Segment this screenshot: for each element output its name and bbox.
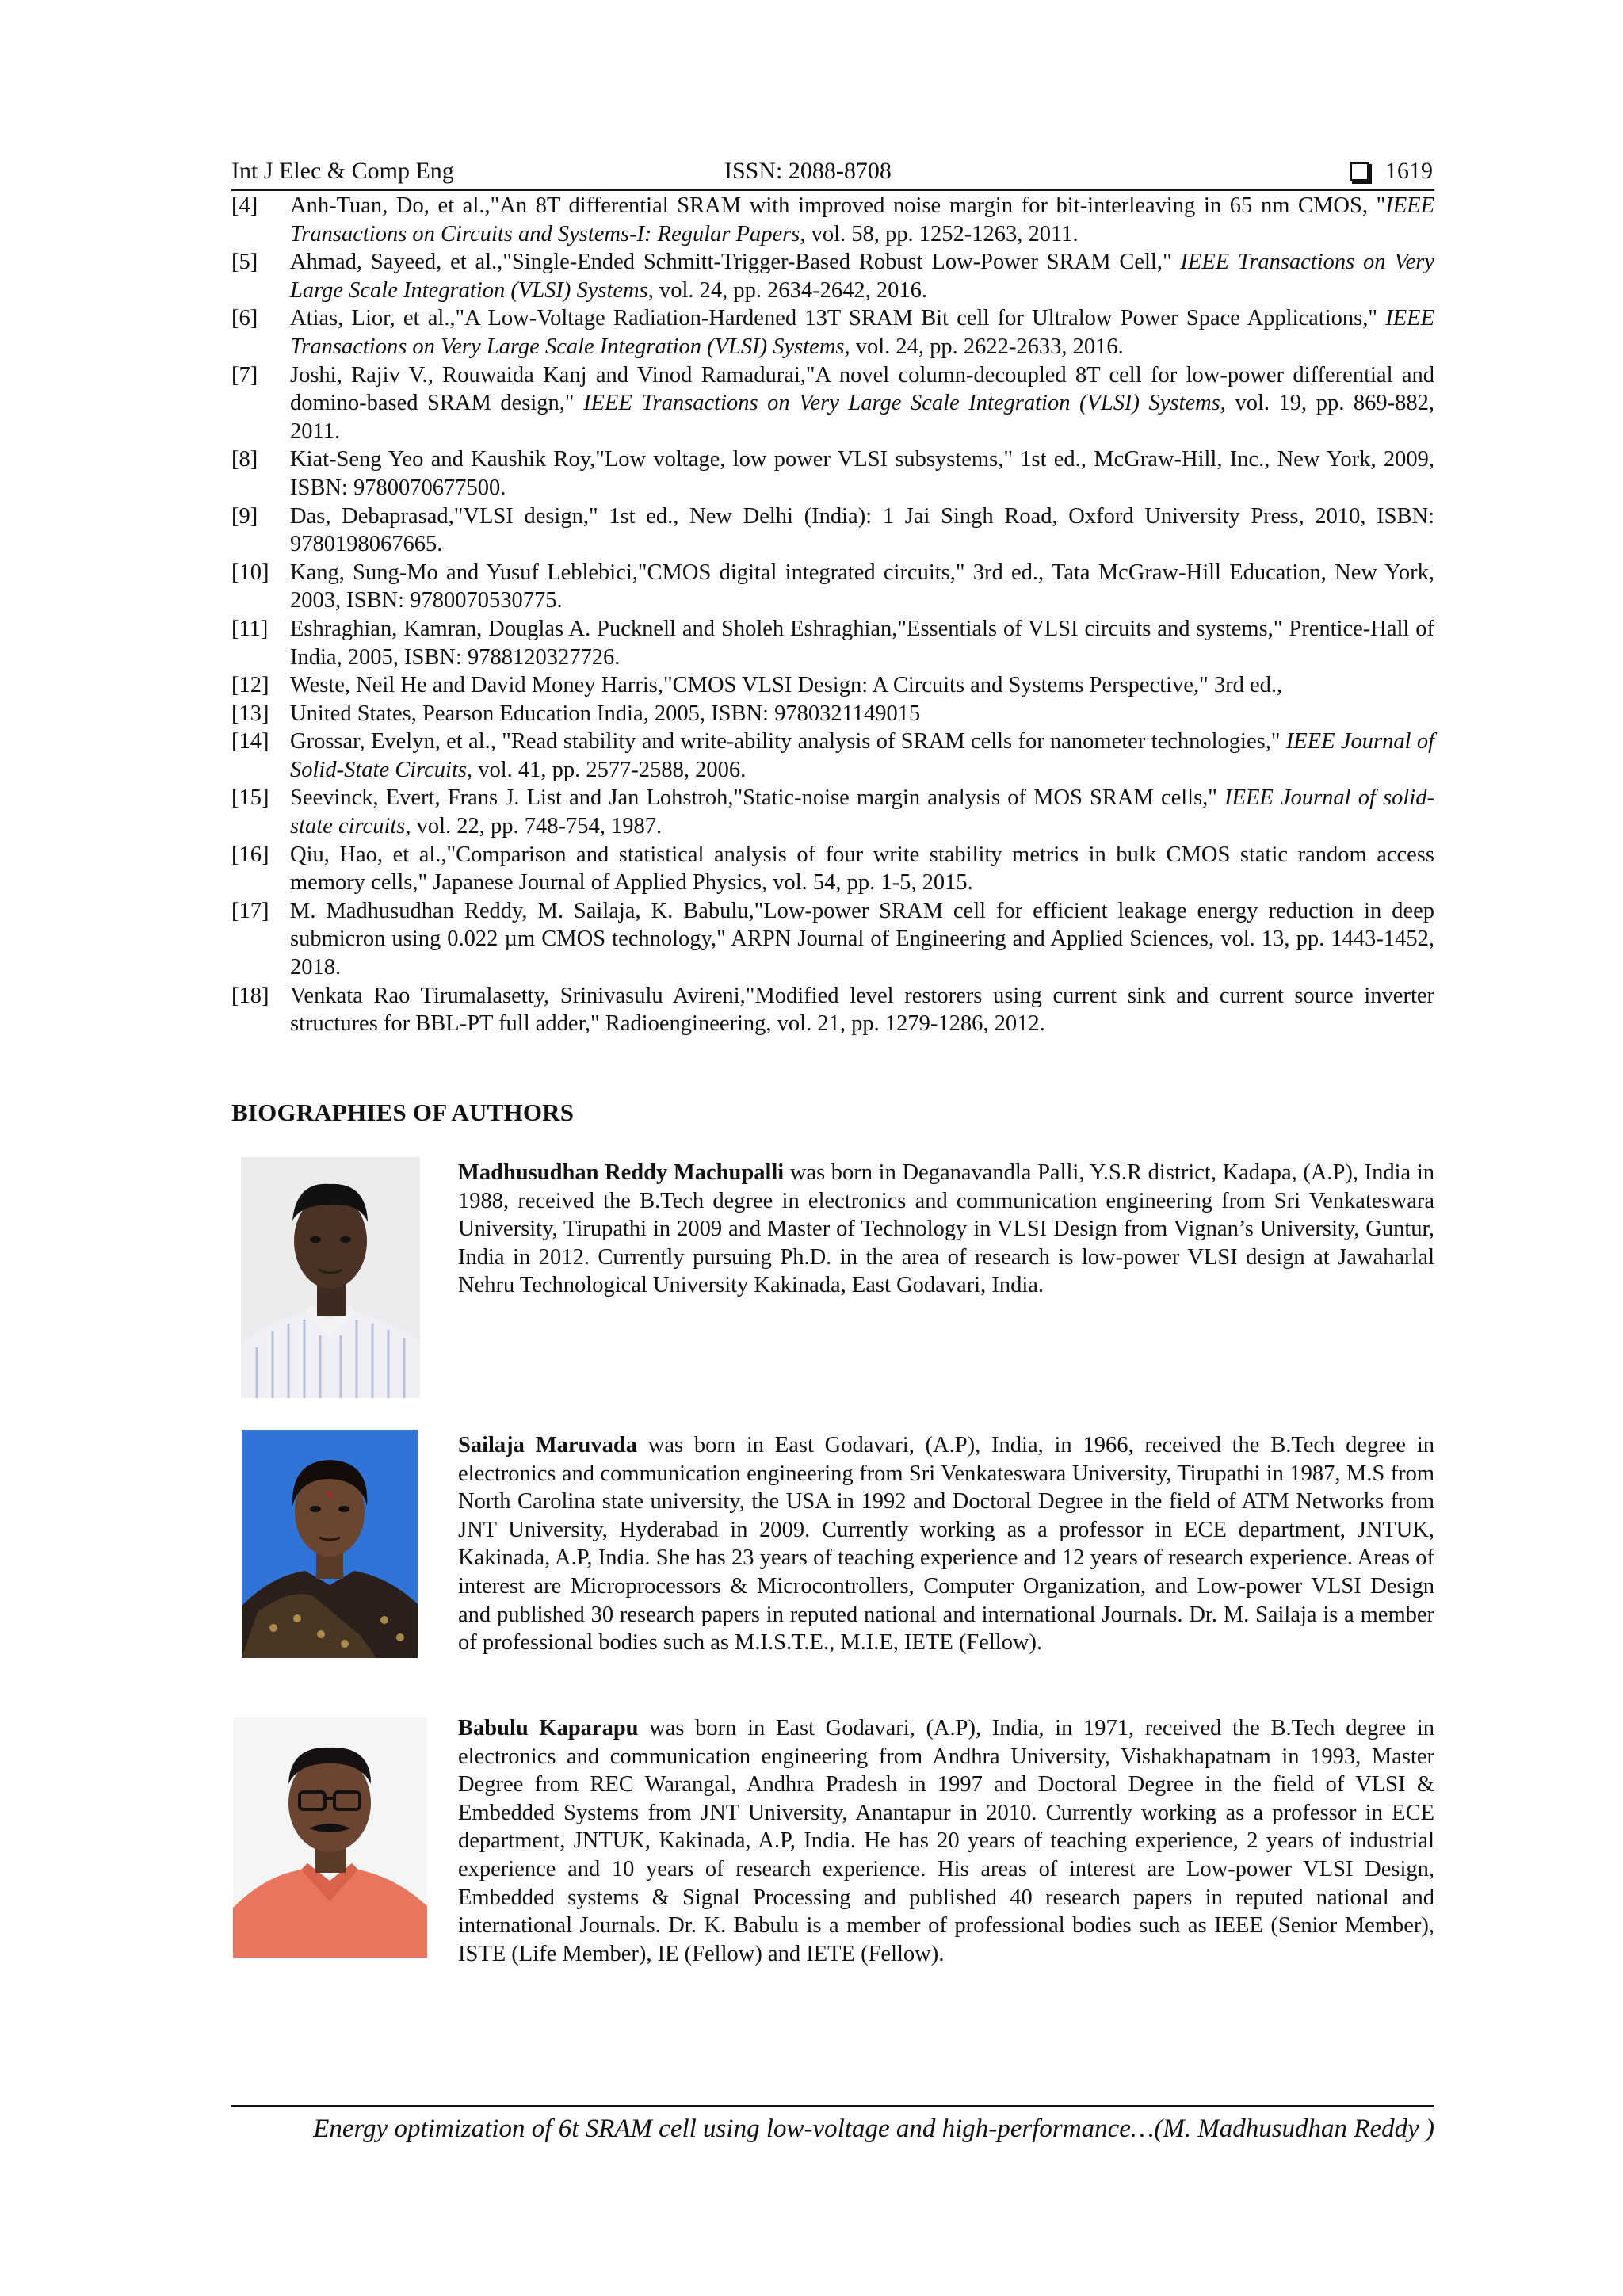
reference-number: [11] [231, 616, 269, 641]
reference-item [231, 671, 1434, 700]
reference-number: [7] [231, 362, 258, 388]
reference-number: [6] [231, 306, 258, 331]
reference-segment: Ahmad, Sayeed, et al.,"Single-Ended Schmitt-Trigger-Based Robust Low-Power SRAM Cell," [290, 250, 1181, 275]
reference-number: [18] [231, 983, 269, 1008]
reference-segment: Weste, Neil He and David Money Harris,"CMOS VLSI Design: A Circuits and Systems Perspective," 3rd ed., [290, 673, 1283, 698]
reference-text [290, 559, 1434, 615]
author-name: Sailaja Maruvada [458, 1433, 637, 1457]
reference-number: [15] [231, 785, 269, 811]
reference-venue: IEEE Transactions on Very Large Scale Integration (VLSI) Systems [290, 250, 1434, 303]
reference-text [290, 784, 1434, 840]
reference-text [290, 445, 1434, 502]
reference-number: [16] [231, 842, 269, 867]
journal-abbrev: Int J Elec & Comp Eng [231, 158, 454, 184]
footer-rule [231, 2105, 1434, 2107]
author-name: Madhusudhan Reddy Machupalli [458, 1160, 785, 1185]
author-bio-babulu [458, 1714, 1434, 1968]
reference-segment: , vol. 41, pp. 2577-2588, 2006. [466, 757, 747, 782]
reference-item [231, 445, 1434, 502]
reference-venue: IEEE Transactions on Circuits and Systems-I: Regular Papers [290, 193, 1434, 246]
reference-text [290, 248, 1434, 304]
reference-number: [14] [231, 729, 269, 755]
reference-text [290, 615, 1434, 671]
reference-segment: Venkata Rao Tirumalasetty, Srinivasulu Avireni,"Modified level restorers using current sink and current source inverter structures for BBL-PT full adder," Radioengineering, vol. 21, pp. 1279-1286, 2012. [290, 983, 1434, 1037]
reference-segment: , vol. 24, pp. 2634-2642, 2016. [647, 277, 927, 303]
reference-segment: , vol. 58, pp. 1252-1263, 2011. [800, 221, 1079, 246]
reference-segment: Grossar, Evelyn, et al., "Read stability and write-ability analysis of SRAM cells for nanometer technologies," [290, 729, 1286, 755]
reference-number: [8] [231, 447, 258, 472]
reference-item [231, 700, 1434, 728]
author-photo-sailaja [242, 1430, 418, 1658]
reference-segment: Atias, Lior, et al.,"A Low-Voltage Radiation-Hardened 13T SRAM Bit cell for Ultralow Power Space Applications," [290, 306, 1386, 331]
reference-text [290, 361, 1434, 446]
reference-number: [9] [231, 503, 258, 529]
reference-text [290, 502, 1434, 559]
reference-segment: United States, Pearson Education India, 2005, ISBN: 9780321149015 [290, 701, 921, 726]
reference-venue: IEEE Transactions on Very Large Scale Integration (VLSI) Systems [583, 391, 1220, 416]
reference-item [231, 304, 1434, 361]
reference-number: [4] [231, 193, 258, 218]
reference-segment: Qiu, Hao, et al.,"Comparison and statistical analysis of four write stability metrics in bulk CMOS static random access memory cells," Japanese Journal of Applied Physics, vol. 54, pp. 1-5, 2015. [290, 842, 1434, 896]
reference-number: [5] [231, 250, 258, 275]
author-bio-madhusudhan [458, 1159, 1434, 1300]
author-bio-text: was born in East Godavari, (A.P), India, in 1971, received the B.Tech degree in electronics and communication engineering from Andhra University, Vishakhapatnam in 1993, Master Degree from REC Warangal, Andhra Pradesh in 1997 and Doctoral Degree in the field of VLSI & Embedded Systems from JNT University, Anantapur in 2010. Currently working as a professor in ECE department, JNTUK, Kakinada, A.P, India. He has 20 years of teaching experience, 2 years of industrial experience and 10 years of research experience. His areas of interest are Low-power VLSI Design, Embedded systems & Signal Processing and published 40 research papers in reputed national and international Journals. Dr. K. Babulu is a member of professional bodies such as IEEE (Senior Member), ISTE (Life Member), IE (Fellow) and IETE (Fellow). [458, 1716, 1434, 1966]
reference-text [290, 192, 1434, 248]
reference-segment: , vol. 22, pp. 748-754, 1987. [405, 814, 663, 839]
reference-item [231, 502, 1434, 559]
author-bio-text: was born in Deganavandla Palli, Y.S.R district, Kadapa, (A.P), India in 1988, received the B.Tech degree in electronics and communication engineering from Sri Venkateswara University, Tirupathi in 2009 and Master of Technology in VLSI Design from Vignan’s University, Guntur, India in 2012. Currently pursuing Ph.D. in the area of research is low-power VLSI design at Jawaharlal Nehru Technological University Kakinada, East Godavari, India. [458, 1160, 1434, 1298]
reference-text [290, 700, 1434, 728]
running-footer-title: Energy optimization of 6t SRAM cell using low-voltage and high-performance…(M. Madhusudhan Reddy ) [313, 2115, 1434, 2143]
reference-item [231, 248, 1434, 304]
header-rule [231, 189, 1434, 191]
reference-number: [13] [231, 701, 269, 726]
reference-text [290, 982, 1434, 1038]
reference-number: [12] [231, 673, 269, 698]
reference-segment: , vol. 24, pp. 2622-2633, 2016. [844, 334, 1124, 359]
author-name: Babulu Kaparapu [458, 1716, 639, 1740]
reference-segment: Seevinck, Evert, Frans J. List and Jan Lohstroh,"Static-noise margin analysis of MOS SRAM cells," [290, 785, 1225, 811]
reference-segment: Anh-Tuan, Do, et al.,"An 8T differential SRAM with improved noise margin for bit-interleaving in 65 nm CMOS, " [290, 193, 1386, 218]
reference-text [290, 304, 1434, 361]
author-photo-babulu [233, 1717, 427, 1958]
reference-item [231, 982, 1434, 1038]
page-number: 1619 [1385, 158, 1433, 184]
reference-segment: Kang, Sung-Mo and Yusuf Leblebici,"CMOS digital integrated circuits," 3rd ed., Tata McGraw-Hill Education, New York, 2003, ISBN: 9780070530775. [290, 560, 1434, 613]
reference-item [231, 192, 1434, 248]
reference-number: [10] [231, 560, 269, 585]
reference-segment: M. Madhusudhan Reddy, M. Sailaja, K. Babulu,"Low-power SRAM cell for efficient leakage energy reduction in deep submicron using 0.022 µm CMOS technology," ARPN Journal of Engineering and Applied Sciences, vol. 13, pp. 1443-1452, 2018. [290, 898, 1434, 980]
reference-text [290, 671, 1434, 700]
reference-venue: IEEE Journal of Solid-State Circuits [290, 729, 1435, 782]
reference-number: [17] [231, 898, 269, 923]
reference-item [231, 728, 1434, 784]
running-header [231, 154, 1434, 189]
reference-venue: IEEE Transactions on Very Large Scale Integration (VLSI) Systems [290, 306, 1434, 359]
reference-segment: Eshraghian, Kamran, Douglas A. Pucknell and Sholeh Eshraghian,"Essentials of VLSI circuits and systems," Prentice-Hall of India, 2005, ISBN: 9788120327726. [290, 616, 1434, 670]
reference-list [231, 192, 1434, 1038]
reference-text [290, 841, 1434, 897]
biographies-heading: BIOGRAPHIES OF AUTHORS [231, 1098, 575, 1126]
checkbox-square-icon [1350, 162, 1369, 181]
reference-segment: , vol. 19, pp. 869-882, 2011. [290, 391, 1434, 444]
author-bio-text: was born in East Godavari, (A.P), India, in 1966, received the B.Tech degree in electronics and communication engineering from Sri Venkateswara University, Tirupathi in 1987, M.S from North Carolina state university, the USA in 1992 and Doctoral Degree in the field of ATM Networks from JNT University, Hyderabad in 2009. Currently working as a professor in ECE department, JNTUK, Kakinada, A.P, India. She has 23 years of teaching experience and 12 years of research experience. Areas of interest are Microprocessors & Microcontrollers, Computer Organization, and Low-power VLSI Design and published 30 research papers in reputed national and international Journals. Dr. M. Sailaja is a member of professional bodies such as M.I.S.T.E., M.I.E, IETE (Fellow). [458, 1433, 1435, 1656]
reference-segment: Kiat-Seng Yeo and Kaushik Roy,"Low voltage, low power VLSI subsystems," 1st ed., McGraw-Hill, Inc., New York, 2009, ISBN: 9780070677500. [290, 447, 1434, 500]
reference-item [231, 897, 1434, 982]
reference-segment: Joshi, Rajiv V., Rouwaida Kanj and Vinod Ramadurai,"A novel column-decoupled 8T cell for low-power differential and domino-based SRAM design," [290, 362, 1434, 416]
reference-venue: IEEE Journal of solid-state circuits [290, 785, 1434, 839]
issn: ISSN: 2088-8708 [724, 158, 892, 184]
reference-item [231, 559, 1434, 615]
reference-item [231, 841, 1434, 897]
reference-text [290, 897, 1434, 982]
reference-text [290, 728, 1434, 784]
reference-item [231, 615, 1434, 671]
author-bio-sailaja [458, 1431, 1434, 1657]
reference-segment: Das, Debaprasad,"VLSI design," 1st ed., New Delhi (India): 1 Jai Singh Road, Oxford University Press, 2010, ISBN: 9780198067665. [290, 503, 1434, 557]
reference-item [231, 784, 1434, 840]
author-photo-madhusudhan [241, 1157, 420, 1398]
reference-item [231, 361, 1434, 446]
